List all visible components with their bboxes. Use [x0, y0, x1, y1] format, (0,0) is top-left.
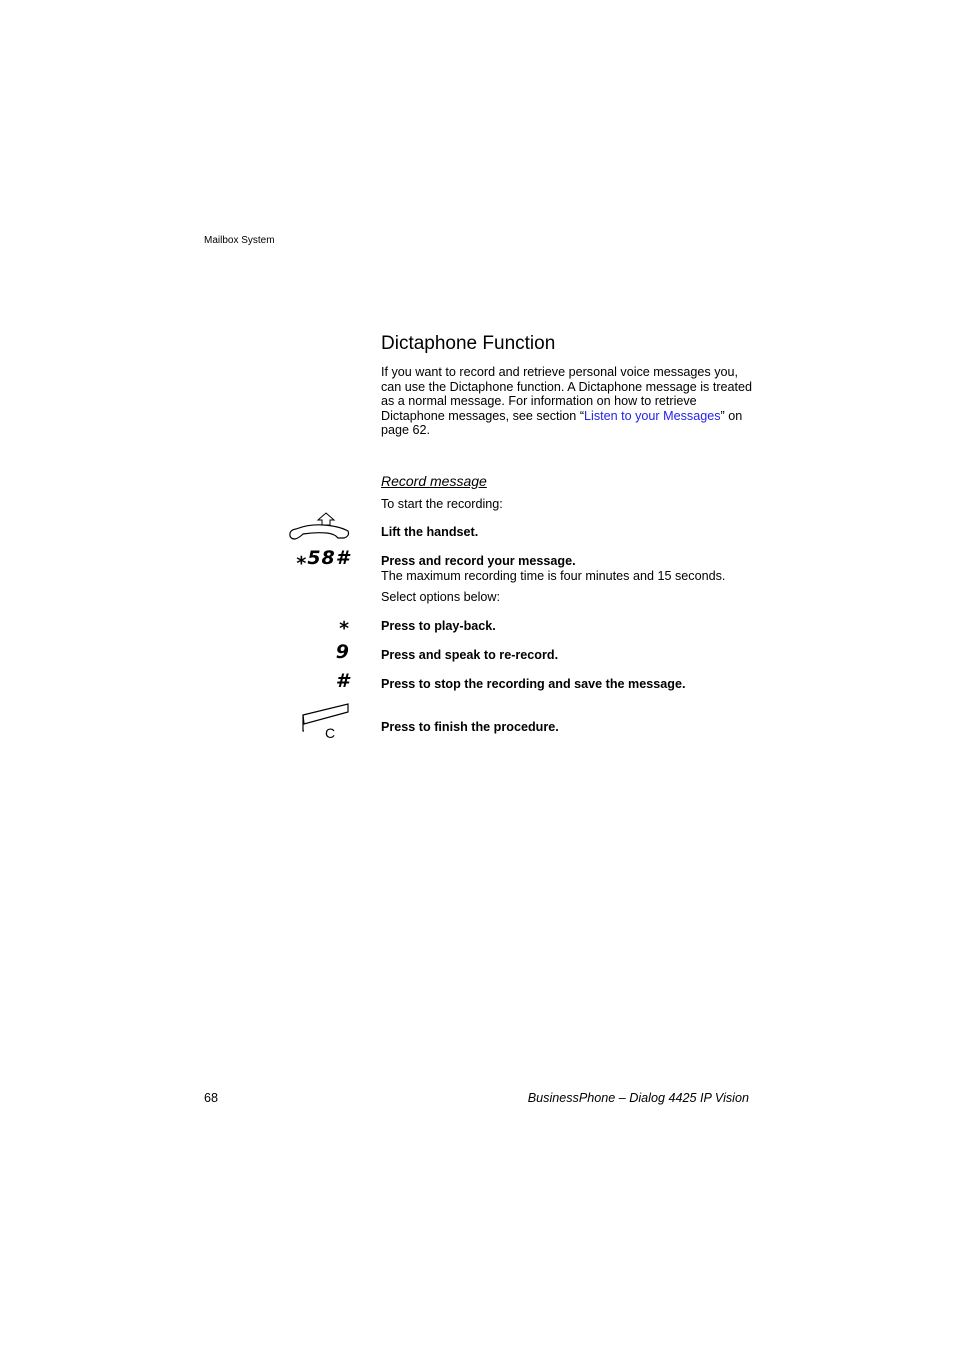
options-instruction: Select options below: [381, 590, 501, 604]
page-title: Dictaphone Function [381, 333, 556, 354]
nine-key-icon: 9 [335, 641, 350, 663]
subheading: Record message [381, 473, 487, 489]
running-header: Mailbox System [204, 235, 275, 246]
start-instruction: To start the recording: [381, 497, 503, 511]
option-stop-save: Press to stop the recording and save the message. [381, 677, 686, 691]
option-playback: Press to play-back. [381, 619, 496, 633]
hash-key-icon: # [335, 670, 350, 692]
key-code-star-58-hash: ⁎58# [296, 547, 350, 569]
star-key-icon: ⁎ [339, 612, 350, 634]
section-link[interactable]: Listen to your Messages [584, 408, 721, 423]
clear-key-label: C [325, 725, 336, 741]
page-number: 68 [204, 1091, 219, 1105]
option-finish: Press to finish the procedure. [381, 720, 559, 734]
step-record-message: Press and record your message. [381, 554, 576, 568]
option-rerecord: Press and speak to re-record. [381, 648, 559, 662]
document-title: BusinessPhone – Dialog 4425 IP Vision [527, 1091, 749, 1105]
intro-text-end: ” on page 62. [381, 408, 743, 438]
intro-text-start: If you want to record and retrieve personal voice messages you, can use the Dictaphone function. A Dictaphone message is treated as a normal message. For information on how to retrieve Dictaphone messages, see section “ [381, 365, 753, 423]
intro-paragraph [381, 365, 753, 438]
step-lift-handset: Lift the handset. [381, 525, 479, 539]
handset-lift-icon [287, 512, 351, 540]
step-record-note: The maximum recording time is four minutes and 15 seconds. [381, 569, 726, 583]
